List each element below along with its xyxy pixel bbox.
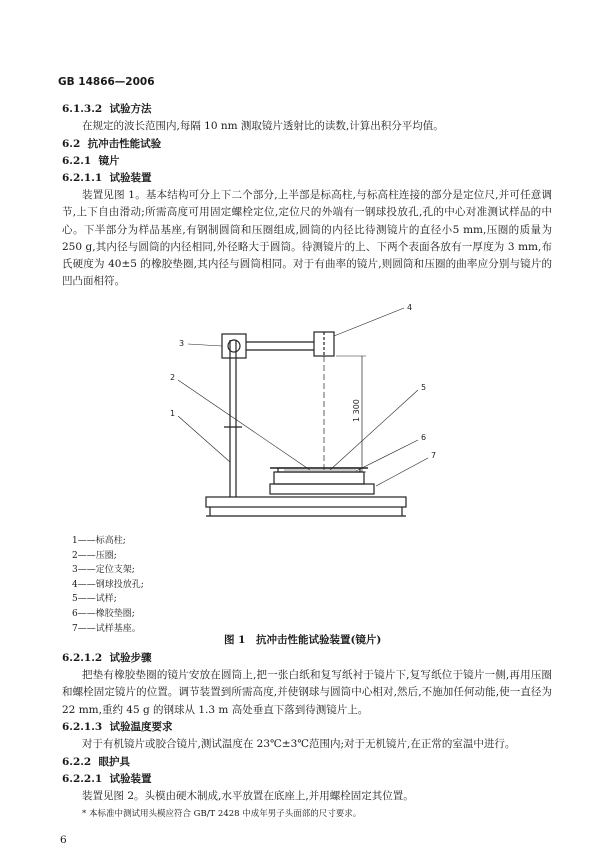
leader-5 bbox=[330, 390, 418, 470]
section-title: 试验装置 bbox=[109, 172, 152, 184]
callout-7: 7 bbox=[431, 451, 437, 460]
heading-6-2-2 bbox=[62, 754, 130, 769]
legend-item: 6——橡胶垫圈; bbox=[72, 608, 135, 619]
impact-test-apparatus-figure bbox=[150, 292, 450, 522]
legend-item: 4——钢球投放孔; bbox=[72, 579, 144, 590]
leader-7 bbox=[376, 458, 428, 486]
leader-6 bbox=[356, 440, 418, 471]
paragraph-6-1-3-2: 在规定的波长范围内,每隔 10 nm 测取镜片透射比的读数,计算出积分平均值。 bbox=[82, 120, 444, 132]
page-number: 6 bbox=[60, 834, 67, 846]
section-number: 6.1.3.2 bbox=[62, 103, 103, 115]
paragraph-6-2-1-1: 装置见图 1。基本结构可分上下二个部分,上半部是标高柱,与标高柱连接的部分是定位尺,并可任意调节,上下自由滑动;所需高度可用固定螺栓定位,定位尺的外端有一钢球投放孔,孔的中心对准测试样品的中心。下半部分为样品基座,有钢制圆筒和压圈组成,圆筒的内径比待测镜片的直径小5 mm,压圈的质量为 250 g,其内径与圆筒的内径相同,外径略大于圆筒。待测镜片的上、下两个表面各放有一厚度为 3 mm,布氏硬度为 40±5 的橡胶垫圈,其内径与圆筒相同。对于有曲率的镜片,则圆筒和压圈的曲率应分别与镜片的凹凸面相符。 bbox=[62, 189, 552, 288]
heading-6-2-1-2 bbox=[62, 650, 152, 665]
leader-4 bbox=[334, 308, 404, 336]
leader-2 bbox=[178, 380, 310, 470]
heading-6-2-1-1 bbox=[62, 170, 152, 185]
paragraph-6-2-1-2: 把垫有橡胶垫圈的镜片安放在圆筒上,把一张白纸和复写纸衬于镜片下,复写纸位于镜片一侧,再用压圈和螺栓固定镜片的位置。调节装置到所需高度,并使钢球与圆筒中心相对,然后,不施加任何动能,使一直径为 22 mm,重约 45 g 的钢球从 1.3 m 高处垂直下落到待测镜片上。 bbox=[62, 669, 552, 716]
section-title: 试验温度要求 bbox=[109, 721, 173, 733]
section-title: 眼护具 bbox=[98, 756, 131, 768]
section-number: 6.2.1.3 bbox=[62, 721, 103, 733]
heading-6-2 bbox=[62, 136, 161, 151]
section-number: 6.2.1 bbox=[62, 155, 92, 167]
sample-base-plate bbox=[270, 484, 374, 494]
section-number: 6.2.1.1 bbox=[62, 172, 103, 184]
platform-top bbox=[206, 497, 406, 507]
heading-6-1-3-2 bbox=[62, 101, 152, 116]
leader-3 bbox=[188, 344, 222, 346]
heading-6-2-1 bbox=[62, 153, 120, 168]
leader-1 bbox=[178, 416, 230, 462]
figure-caption: 图 1 抗冲击性能试验装置(镜片) bbox=[224, 634, 382, 646]
standard-header: GB 14866—2006 bbox=[58, 76, 155, 88]
paragraph-6-2-1-3: 对于有机镜片或胶合镜片,测试温度在 23℃±3℃范围内;对于无机镜片,在正常的室温中进行。 bbox=[82, 738, 516, 750]
sample-base-cylinder bbox=[274, 472, 364, 484]
legend-item: 7——试样基座。 bbox=[72, 623, 141, 634]
callout-5: 5 bbox=[421, 383, 427, 392]
section-number: 6.2 bbox=[62, 138, 81, 150]
section-number: 6.2.2 bbox=[62, 756, 92, 768]
section-title: 试验步骤 bbox=[109, 652, 152, 664]
heading-6-2-1-3 bbox=[62, 719, 173, 734]
section-title: 抗冲击性能试验 bbox=[87, 138, 162, 150]
heading-6-2-2-1 bbox=[62, 771, 152, 786]
legend-item: 2——压圈; bbox=[72, 550, 117, 561]
legend-item: 3——定位支架; bbox=[72, 565, 135, 576]
figure-legend bbox=[72, 534, 144, 636]
callout-6: 6 bbox=[421, 433, 427, 442]
section-title: 镜片 bbox=[98, 155, 120, 167]
callout-3: 3 bbox=[179, 339, 185, 348]
dimension-label: 1 300 bbox=[352, 399, 361, 422]
legend-item: 5——试样; bbox=[72, 594, 117, 605]
callout-2: 2 bbox=[170, 373, 176, 382]
callout-1: 1 bbox=[170, 409, 176, 418]
callout-4: 4 bbox=[407, 303, 413, 312]
section-title: 试验方法 bbox=[109, 103, 152, 115]
section-title: 试验装置 bbox=[109, 773, 152, 785]
paragraph-6-2-2-1: 装置见图 2。头模由硬木制成,水平放置在底座上,并用螺栓固定其位置。 bbox=[82, 790, 414, 802]
footnote: * 本标准中测试用头模应符合 GB/T 2428 中成年男子头面部的尺寸要求。 bbox=[82, 809, 362, 819]
positioning-bracket bbox=[222, 334, 246, 358]
legend-item: 1——标高柱; bbox=[72, 536, 126, 546]
section-number: 6.2.2.1 bbox=[62, 773, 103, 785]
section-number: 6.2.1.2 bbox=[62, 652, 103, 664]
